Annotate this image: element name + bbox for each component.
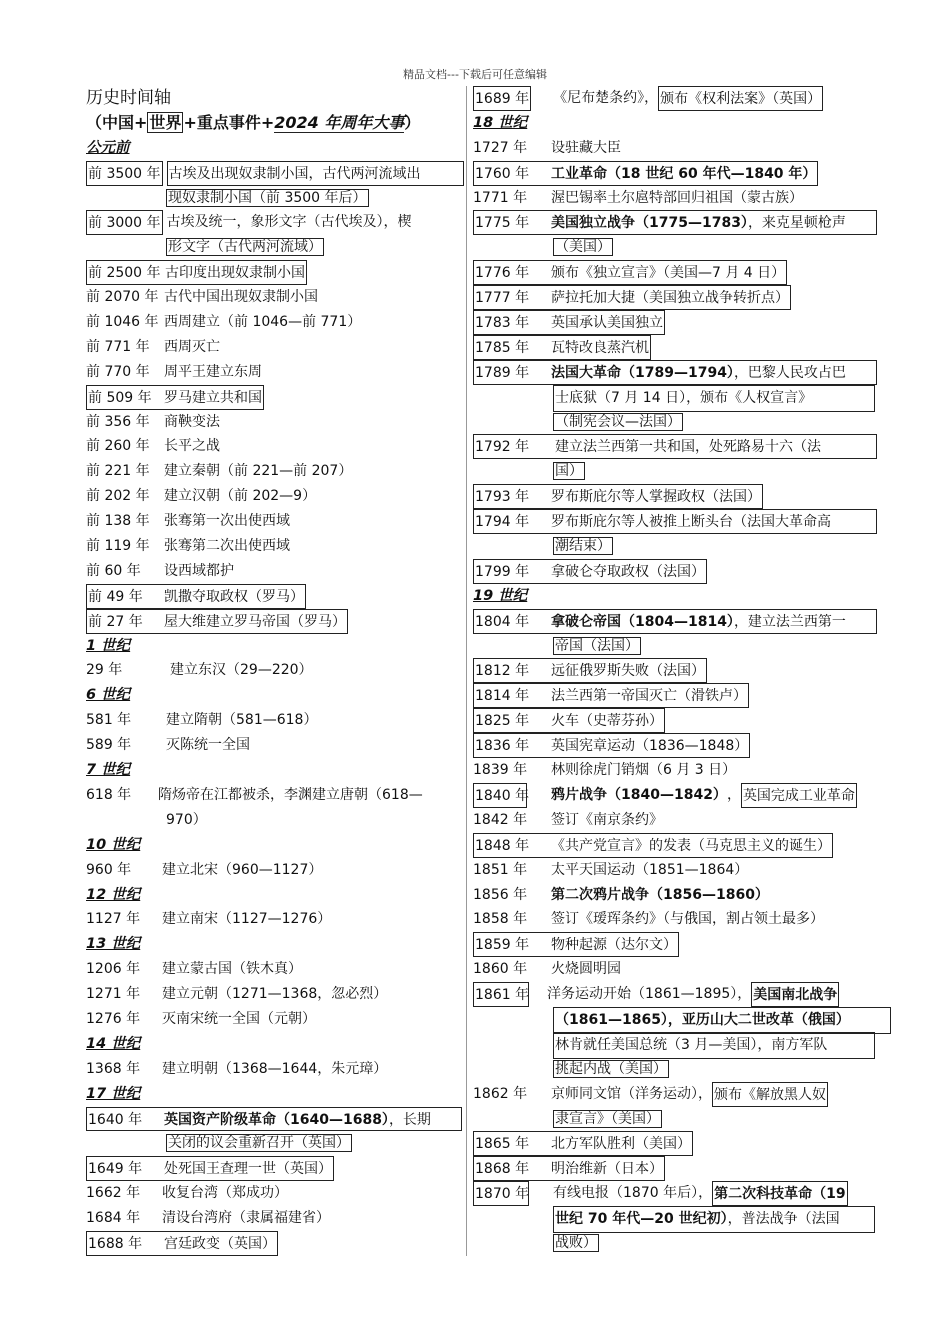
- entry-event: 凯撒夺取政权（罗马）: [164, 588, 304, 605]
- entry-year: 前 356 年: [86, 413, 150, 430]
- timeline-entry: [473, 210, 893, 235]
- entry-event: 萨拉托加大捷（美国独立战争转折点）: [551, 290, 789, 307]
- timeline-entry: [86, 584, 464, 609]
- entry-year: 1783 年: [475, 315, 530, 332]
- subtitle-part: ）: [404, 112, 421, 132]
- entry-event: 隋炀帝在江都被杀，李渊建立唐朝（618—: [158, 786, 423, 803]
- entry-event: 古代中国出现奴隶制小国: [164, 289, 318, 306]
- timeline-entry: [473, 186, 893, 211]
- entry-event: 拿破仑夺取政权（法国）: [551, 563, 705, 580]
- section-century: 1 世纪: [86, 637, 131, 654]
- section-century: 12 世纪: [86, 886, 141, 903]
- timeline-entry: [473, 260, 893, 285]
- timeline-entry: [473, 609, 893, 634]
- entry-year: 前 119 年: [86, 538, 150, 555]
- timeline-entry: [473, 1131, 893, 1156]
- timeline-entry: [473, 360, 893, 385]
- entry-event: 《共产党宣言》的发表（马克思主义的诞生）: [551, 837, 831, 854]
- entry-event: 古印度出现奴隶制小国: [164, 265, 305, 282]
- entry-event: 渥巴锡率土尔扈特部回归祖国（蒙古族）: [551, 189, 803, 206]
- entry-event-highlight: 美国南北战争: [751, 982, 839, 1007]
- entry-year: 1856 年: [473, 886, 528, 903]
- section-century: 7 世纪: [86, 762, 131, 779]
- entry-event: 古埃及统一，象形文字（古代埃及），楔: [166, 214, 412, 231]
- timeline-entry: [86, 161, 464, 186]
- timeline-entry: [86, 1007, 464, 1032]
- entry-event: 有线电报（1870 年后），: [553, 1185, 713, 1202]
- timeline-entry: [473, 907, 893, 932]
- entry-event: 建立东汉（29—220）: [170, 662, 313, 679]
- entry-year: 前 770 年: [86, 363, 150, 380]
- entry-year: 前 1046 年: [86, 314, 159, 331]
- entry-year: 1127 年: [86, 911, 141, 928]
- timeline-entry: [86, 982, 464, 1007]
- entry-year: 1775 年: [475, 215, 530, 232]
- timeline-entry: [473, 86, 893, 111]
- entry-year: 前 509 年: [88, 389, 152, 406]
- entry-year: 前 221 年: [86, 463, 150, 480]
- entry-event: 《尼布楚条约》，: [553, 90, 659, 106]
- timeline-entry: [473, 982, 893, 1007]
- entry-event-cont: 现奴隶制小国（前 3500 年后）: [168, 189, 367, 206]
- entry-year: 1840 年: [473, 783, 527, 808]
- timeline-entry: [473, 957, 893, 982]
- timeline-entry: [86, 484, 464, 509]
- section-century: 10 世纪: [86, 836, 141, 853]
- timeline-entry: [473, 658, 893, 683]
- entry-event-highlight: 世纪 70 年代—20 世纪初）: [555, 1211, 728, 1228]
- timeline-entry: [86, 1181, 464, 1206]
- timeline-entry: [473, 932, 893, 957]
- entry-year: 1777 年: [475, 290, 530, 307]
- timeline-entry: [473, 136, 893, 161]
- entry-event: 签订《瑷珲条约》（与俄国，割占领土最多）: [551, 911, 824, 928]
- entry-year: 前 202 年: [86, 488, 150, 505]
- entry-year: 1799 年: [475, 563, 530, 580]
- entry-year: 1792 年: [475, 439, 530, 456]
- entry-event: 第二次鸦片战争（1856—1860）: [551, 886, 769, 903]
- entry-event-cont: （1861—1865），亚历山大二世改革（俄国）: [553, 1007, 891, 1034]
- entry-event: 长平之战: [164, 438, 220, 455]
- entry-year: 1727 年: [473, 139, 528, 156]
- timeline-entry: [473, 708, 893, 733]
- entry-year: 前 771 年: [86, 338, 150, 355]
- subtitle-anniversary: 2024 年周年大事: [274, 112, 405, 132]
- entry-event: 建立南宋（1127—1276）: [162, 911, 332, 928]
- entry-year: 前 260 年: [86, 438, 150, 455]
- page-header: 精品文档---下载后可任意编辑: [403, 68, 547, 81]
- entry-event: 周平王建立东周: [164, 363, 262, 380]
- entry-event: 古埃及出现奴隶制小国，古代两河流域出: [167, 161, 464, 186]
- entry-year: 前 2070 年: [86, 289, 159, 306]
- entry-event: 英国承认美国独立: [551, 315, 663, 332]
- entry-year: 1812 年: [475, 663, 530, 680]
- entry-event: 建立元朝（1271—1368，忽必烈）: [162, 986, 388, 1003]
- entry-year: 1776 年: [475, 265, 530, 282]
- entry-year: 1870 年: [473, 1181, 529, 1206]
- entry-event-cont: 战败）: [555, 1234, 597, 1251]
- entry-event-cont: 关闭的议会重新召开（英国）: [168, 1135, 350, 1152]
- entry-year: 589 年: [86, 737, 132, 754]
- section-bc: 公元前: [86, 139, 130, 156]
- entry-event: 物种起源（达尔文）: [551, 937, 677, 954]
- timeline-entry: [473, 484, 893, 509]
- timeline-entry: [473, 808, 893, 833]
- timeline-entry: [86, 260, 464, 285]
- entry-event: 京师同文馆（洋务运动），: [551, 1085, 712, 1102]
- section-century: 13 世纪: [86, 936, 141, 953]
- timeline-entry: [86, 858, 464, 883]
- entry-event-highlight: 美国独立战争（1775—1783）: [551, 215, 748, 232]
- entry-event-cont: 形文字（古代两河流域）: [168, 239, 322, 256]
- entry-year: 1760 年: [475, 165, 530, 182]
- entry-year: 960 年: [86, 861, 132, 878]
- entry-event: 建立蒙古国（铁木真）: [162, 961, 302, 978]
- entry-event: 商鞅变法: [164, 413, 220, 430]
- timeline-entry: [86, 1107, 464, 1132]
- entry-event: ，普法战争（法国: [727, 1211, 840, 1228]
- entry-year: 1271 年: [86, 986, 141, 1003]
- entry-event: 张骞第一次出使西域: [164, 513, 290, 530]
- timeline-entry: [86, 410, 464, 435]
- timeline-entry: [86, 335, 464, 360]
- entry-event: 太平天国运动（1851—1864）: [551, 861, 749, 878]
- timeline-entry: [86, 534, 464, 559]
- entry-event: 建立北宋（960—1127）: [162, 861, 323, 878]
- entry-year: 前 3000 年: [86, 210, 163, 235]
- entry-year: 1836 年: [475, 738, 530, 755]
- entry-event: 张骞第二次出使西域: [164, 538, 290, 555]
- timeline-entry: [473, 1156, 893, 1181]
- entry-event: 英国宪章运动（1836—1848）: [551, 738, 749, 755]
- subtitle-world-box: 世界: [149, 112, 182, 132]
- entry-event-highlight: 鸦片战争（1840—1842）: [551, 786, 727, 803]
- timeline-entry: [473, 858, 893, 883]
- timeline-entry: [473, 1082, 893, 1107]
- timeline-entry: [86, 907, 464, 932]
- entry-event-cont: 挑起内战（美国）: [555, 1060, 667, 1077]
- entry-event-cont: 潮结束）: [555, 538, 611, 555]
- timeline-entry: [86, 434, 464, 459]
- entry-event: ，来克星顿枪声: [747, 215, 846, 232]
- timeline-entry: [86, 285, 464, 310]
- entry-event-highlight: 颁布《权利法案》（英国）: [658, 86, 823, 111]
- timeline-entry: [473, 335, 893, 360]
- entry-event-cont: （制宪会议—法国）: [555, 413, 681, 430]
- entry-event-cont: 隶宣言》（美国）: [555, 1110, 660, 1127]
- entry-event: 建立汉朝（前 202—9）: [164, 488, 317, 505]
- entry-year: 581 年: [86, 712, 132, 729]
- entry-year: 1649 年: [88, 1161, 143, 1178]
- entry-event: 屋大维建立罗马帝国（罗马）: [164, 613, 346, 630]
- entry-year: 1825 年: [475, 713, 530, 730]
- entry-year: 1276 年: [86, 1010, 141, 1027]
- entry-year: 1689 年: [473, 86, 531, 111]
- timeline-entry: [473, 434, 893, 459]
- subtitle-part: （中国+: [86, 112, 148, 132]
- section-century: 17 世纪: [86, 1085, 141, 1102]
- entry-year: 1842 年: [473, 811, 528, 828]
- timeline-entry: [86, 1156, 464, 1181]
- section-century: 19 世纪: [473, 587, 528, 604]
- timeline-entry: [473, 683, 893, 708]
- entry-year: 1859 年: [475, 937, 530, 954]
- entry-event: 宫廷政变（英国）: [164, 1235, 276, 1252]
- entry-event: 清设台湾府（隶属福建省）: [162, 1210, 330, 1227]
- timeline-entry: [86, 1206, 464, 1231]
- entry-year: 1684 年: [86, 1210, 141, 1227]
- timeline-entry: [473, 833, 893, 858]
- entry-year: 1862 年: [473, 1085, 528, 1102]
- entry-event: 处死国王查理一世（英国）: [164, 1161, 332, 1178]
- entry-year: 前 49 年: [88, 588, 143, 605]
- entry-event: 西周灭亡: [164, 338, 220, 355]
- entry-year: 前 2500 年: [88, 265, 161, 282]
- entry-year: 1860 年: [473, 961, 528, 978]
- entry-event-cont: （美国）: [555, 239, 611, 256]
- entry-year: 前 138 年: [86, 513, 150, 530]
- entry-event: 远征俄罗斯失败（法国）: [551, 663, 705, 680]
- entry-year: 1794 年: [475, 514, 530, 531]
- timeline-entry: [86, 310, 464, 335]
- timeline-entry: [86, 609, 464, 634]
- entry-event: 洋务运动开始（1861—1895），: [547, 986, 752, 1003]
- left-column: [86, 86, 464, 1256]
- entry-event: 法兰西第一帝国灭亡（滑铁卢）: [551, 688, 747, 705]
- entry-event: 建立法兰西第一共和国，处死路易十六（法: [555, 439, 821, 456]
- doc-subtitle: [86, 111, 464, 136]
- entry-event: 工业革命（18 世纪 60 年代—1840 年）: [551, 165, 817, 182]
- timeline-entry: [473, 1181, 893, 1206]
- entry-year: 1640 年: [88, 1111, 143, 1128]
- timeline-entry: [473, 559, 893, 584]
- entry-year: 前 3500 年: [86, 161, 163, 186]
- entry-event: 建立明朝（1368—1644，朱元璋）: [162, 1060, 388, 1077]
- entry-year: 618 年: [86, 786, 132, 803]
- entry-year: 1851 年: [473, 861, 528, 878]
- timeline-entry: [86, 658, 464, 683]
- timeline-entry: [473, 733, 893, 758]
- right-column: [473, 86, 893, 1256]
- entry-event: 建立秦朝（前 221—前 207）: [164, 463, 353, 480]
- entry-year: 1804 年: [475, 613, 530, 630]
- timeline-entry: [86, 1057, 464, 1082]
- entry-year: 1868 年: [475, 1161, 530, 1178]
- timeline-entry: [86, 957, 464, 982]
- entry-year: 1206 年: [86, 961, 141, 978]
- entry-year: 1793 年: [475, 489, 530, 506]
- entry-event: 罗布斯庇尔等人掌握政权（法国）: [551, 489, 761, 506]
- timeline-entry: [86, 783, 464, 808]
- timeline-entry: [473, 285, 893, 310]
- timeline-entry: [473, 509, 893, 534]
- timeline-entry: [473, 783, 893, 808]
- timeline-entry: [86, 559, 464, 584]
- entry-year: 1861 年: [473, 982, 529, 1007]
- entry-event-cont: 帝国（法国）: [555, 637, 639, 654]
- entry-event-cont: 林肯就任美国总统（3 月—美国），南方军队: [553, 1032, 875, 1059]
- section-century: 6 世纪: [86, 687, 131, 704]
- entry-event: 签订《南京条约》: [551, 811, 663, 828]
- entry-event-highlight: 法国大革命（1789—1794）: [551, 364, 734, 381]
- entry-event: 明治维新（日本）: [551, 1161, 663, 1178]
- entry-event: 灭陈统一全国: [166, 737, 250, 754]
- entry-event: 建立隋朝（581—618）: [166, 712, 318, 729]
- entry-year: 1662 年: [86, 1185, 141, 1202]
- entry-event: 灭南宋统一全国（元朝）: [162, 1010, 316, 1027]
- entry-year: 1848 年: [475, 837, 530, 854]
- entry-event: ，建立法兰西第一: [733, 613, 846, 630]
- timeline-entry: [86, 360, 464, 385]
- entry-event: 英国完成工业革命: [741, 783, 857, 808]
- timeline-entry: [86, 385, 464, 410]
- entry-event-cont: 国）: [555, 463, 583, 480]
- entry-event: 设驻藏大臣: [551, 139, 621, 156]
- section-century: 18 世纪: [473, 114, 528, 131]
- entry-year: 1789 年: [475, 364, 530, 381]
- entry-event: 火烧圆明园: [551, 961, 621, 978]
- entry-event: ，长期: [388, 1111, 431, 1128]
- entry-event: 西周建立（前 1046—前 771）: [164, 314, 362, 331]
- entry-year: 前 27 年: [88, 613, 143, 630]
- timeline-entry: [86, 459, 464, 484]
- timeline-entry: [473, 758, 893, 783]
- entry-year: 前 60 年: [86, 562, 141, 579]
- entry-year: 1814 年: [475, 688, 530, 705]
- timeline-entry: [473, 310, 893, 335]
- doc-title: 历史时间轴: [86, 88, 171, 108]
- entry-year: 1865 年: [475, 1136, 530, 1153]
- entry-event: 罗马建立共和国: [164, 389, 262, 406]
- entry-event: 设西域都护: [164, 562, 234, 579]
- entry-year: 1771 年: [473, 189, 528, 206]
- entry-year: 1839 年: [473, 762, 528, 779]
- entry-event: 火车（史蒂芬孙）: [551, 713, 663, 730]
- subtitle-part: +重点事件+: [183, 112, 275, 132]
- entry-event: 颁布《独立宣言》（美国—7 月 4 日）: [551, 265, 786, 282]
- entry-event: 罗布斯庇尔等人被推上断头台（法国大革命高: [551, 514, 831, 531]
- entry-event-highlight: 第二次科技革命（19: [712, 1181, 847, 1206]
- timeline-entry: [86, 509, 464, 534]
- entry-event-cont: 士底狱（7 月 14 日），颁布《人权宣言》: [553, 385, 875, 412]
- entry-year: 29 年: [86, 662, 123, 679]
- section-century: 14 世纪: [86, 1035, 141, 1052]
- timeline-entry: [86, 708, 464, 733]
- entry-event-highlight: 拿破仑帝国（1804—1814）: [551, 613, 734, 630]
- entry-year: 1688 年: [88, 1235, 143, 1252]
- timeline-entry: [86, 210, 464, 235]
- entry-event-separator: ，: [726, 786, 741, 803]
- entry-year: 1368 年: [86, 1060, 141, 1077]
- entry-year: 1858 年: [473, 911, 528, 928]
- timeline-entry: [473, 883, 893, 908]
- entry-event: 瓦特改良蒸汽机: [551, 339, 649, 356]
- entry-event-highlight: 英国资产阶级革命（1640—1688）: [164, 1111, 389, 1128]
- entry-event: ，巴黎人民攻占巴: [733, 364, 846, 381]
- column-divider: [466, 86, 467, 1256]
- entry-event-highlight: 颁布《解放黑人奴: [712, 1082, 828, 1107]
- timeline-entry: [86, 1231, 464, 1256]
- entry-event-cont: 970）: [166, 811, 207, 828]
- entry-event: 收复台湾（郑成功）: [162, 1185, 288, 1202]
- timeline-entry: [86, 733, 464, 758]
- timeline-entry: [473, 161, 893, 186]
- entry-year: 1785 年: [475, 339, 530, 356]
- entry-event: 林则徐虎门销烟（6 月 3 日）: [551, 762, 737, 779]
- entry-event: 北方军队胜利（美国）: [551, 1136, 691, 1153]
